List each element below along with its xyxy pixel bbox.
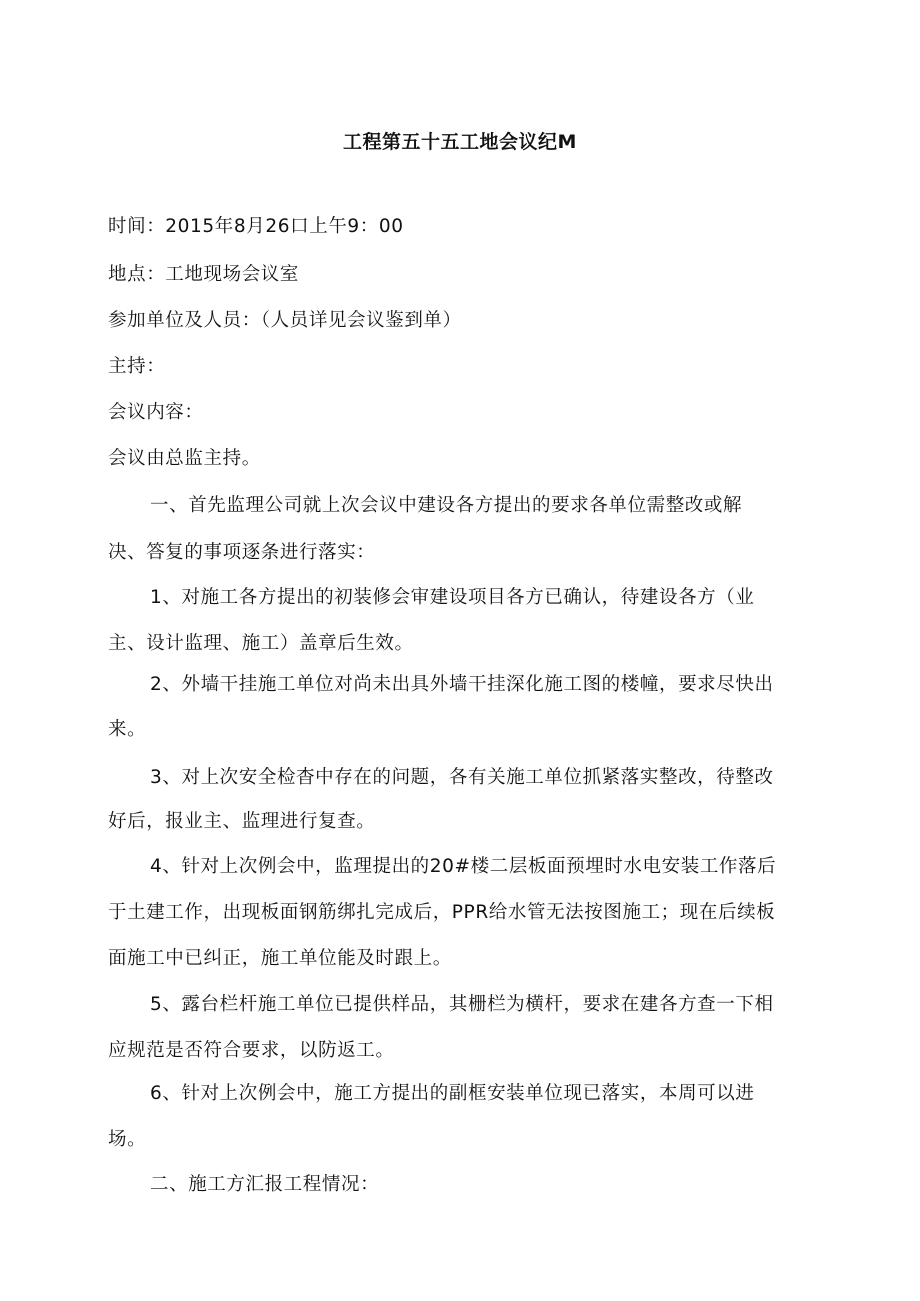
item3-line2: 好后，报业主、监理进行复查。: [108, 811, 376, 832]
item2-line2: 来。: [108, 719, 147, 740]
meeting-host: 主持：: [108, 356, 166, 377]
item1-line1: 1、对施工各方提出的初装修会审建设项目各方已确认，待建设各方（业: [150, 587, 755, 608]
meeting-content-label: 会议内容：: [108, 402, 204, 423]
section1-heading-line2: 决、答复的事项逐条进行落实：: [108, 542, 376, 563]
document-title: 工程第五十五工地会议纪M: [343, 131, 577, 153]
section1-heading-line1: 一、首先监理公司就上次会议中建设各方提出的要求各单位需整改或解: [150, 495, 743, 516]
item3-line1: 3、对上次安全检杳中存在的问题，各有关施工单位抓紧落实整改，待整改: [150, 767, 774, 788]
item5-line2: 应规范是否符合要求，以防返工。: [108, 1040, 395, 1061]
meeting-attendees: 参加单位及人员：（人员详见会议鉴到单）: [108, 310, 462, 331]
item6-line1: 6、针对上次例会中，施工方提出的副框安装单位现已落实，本周可以进: [150, 1083, 755, 1104]
item2-line1: 2、外墙干挂施工单位对尚未出具外墙干挂深化施工图的楼幢，要求尽快出: [150, 674, 774, 695]
meeting-chair-statement: 会议由总监主持。: [108, 448, 261, 469]
item4-line3: 面施工中已纠正，施工单位能及时跟上。: [108, 948, 452, 969]
item5-line1: 5、露台栏杆施工单位已提供样品，其栅栏为横杆，要求在建各方查一下相: [150, 994, 774, 1015]
item4-line1: 4、针对上次例会中，监理提出的20#楼二层板面预埋时水电安装工作落后: [150, 856, 777, 877]
section2-heading: 二、施工方汇报工程情况：: [150, 1174, 380, 1195]
item1-line2: 主、设计监理、施工）盖章后生效。: [108, 633, 414, 654]
meeting-time: 时间：2015年8月26口上午9：00: [108, 216, 404, 237]
meeting-location: 地点：工地现场会议室: [108, 264, 300, 285]
item6-line2: 场。: [108, 1129, 147, 1150]
item4-line2: 于土建工作，出现板面钢筋绑扎完成后，PPR给水管无法按图施工；现在后续板: [108, 902, 776, 923]
